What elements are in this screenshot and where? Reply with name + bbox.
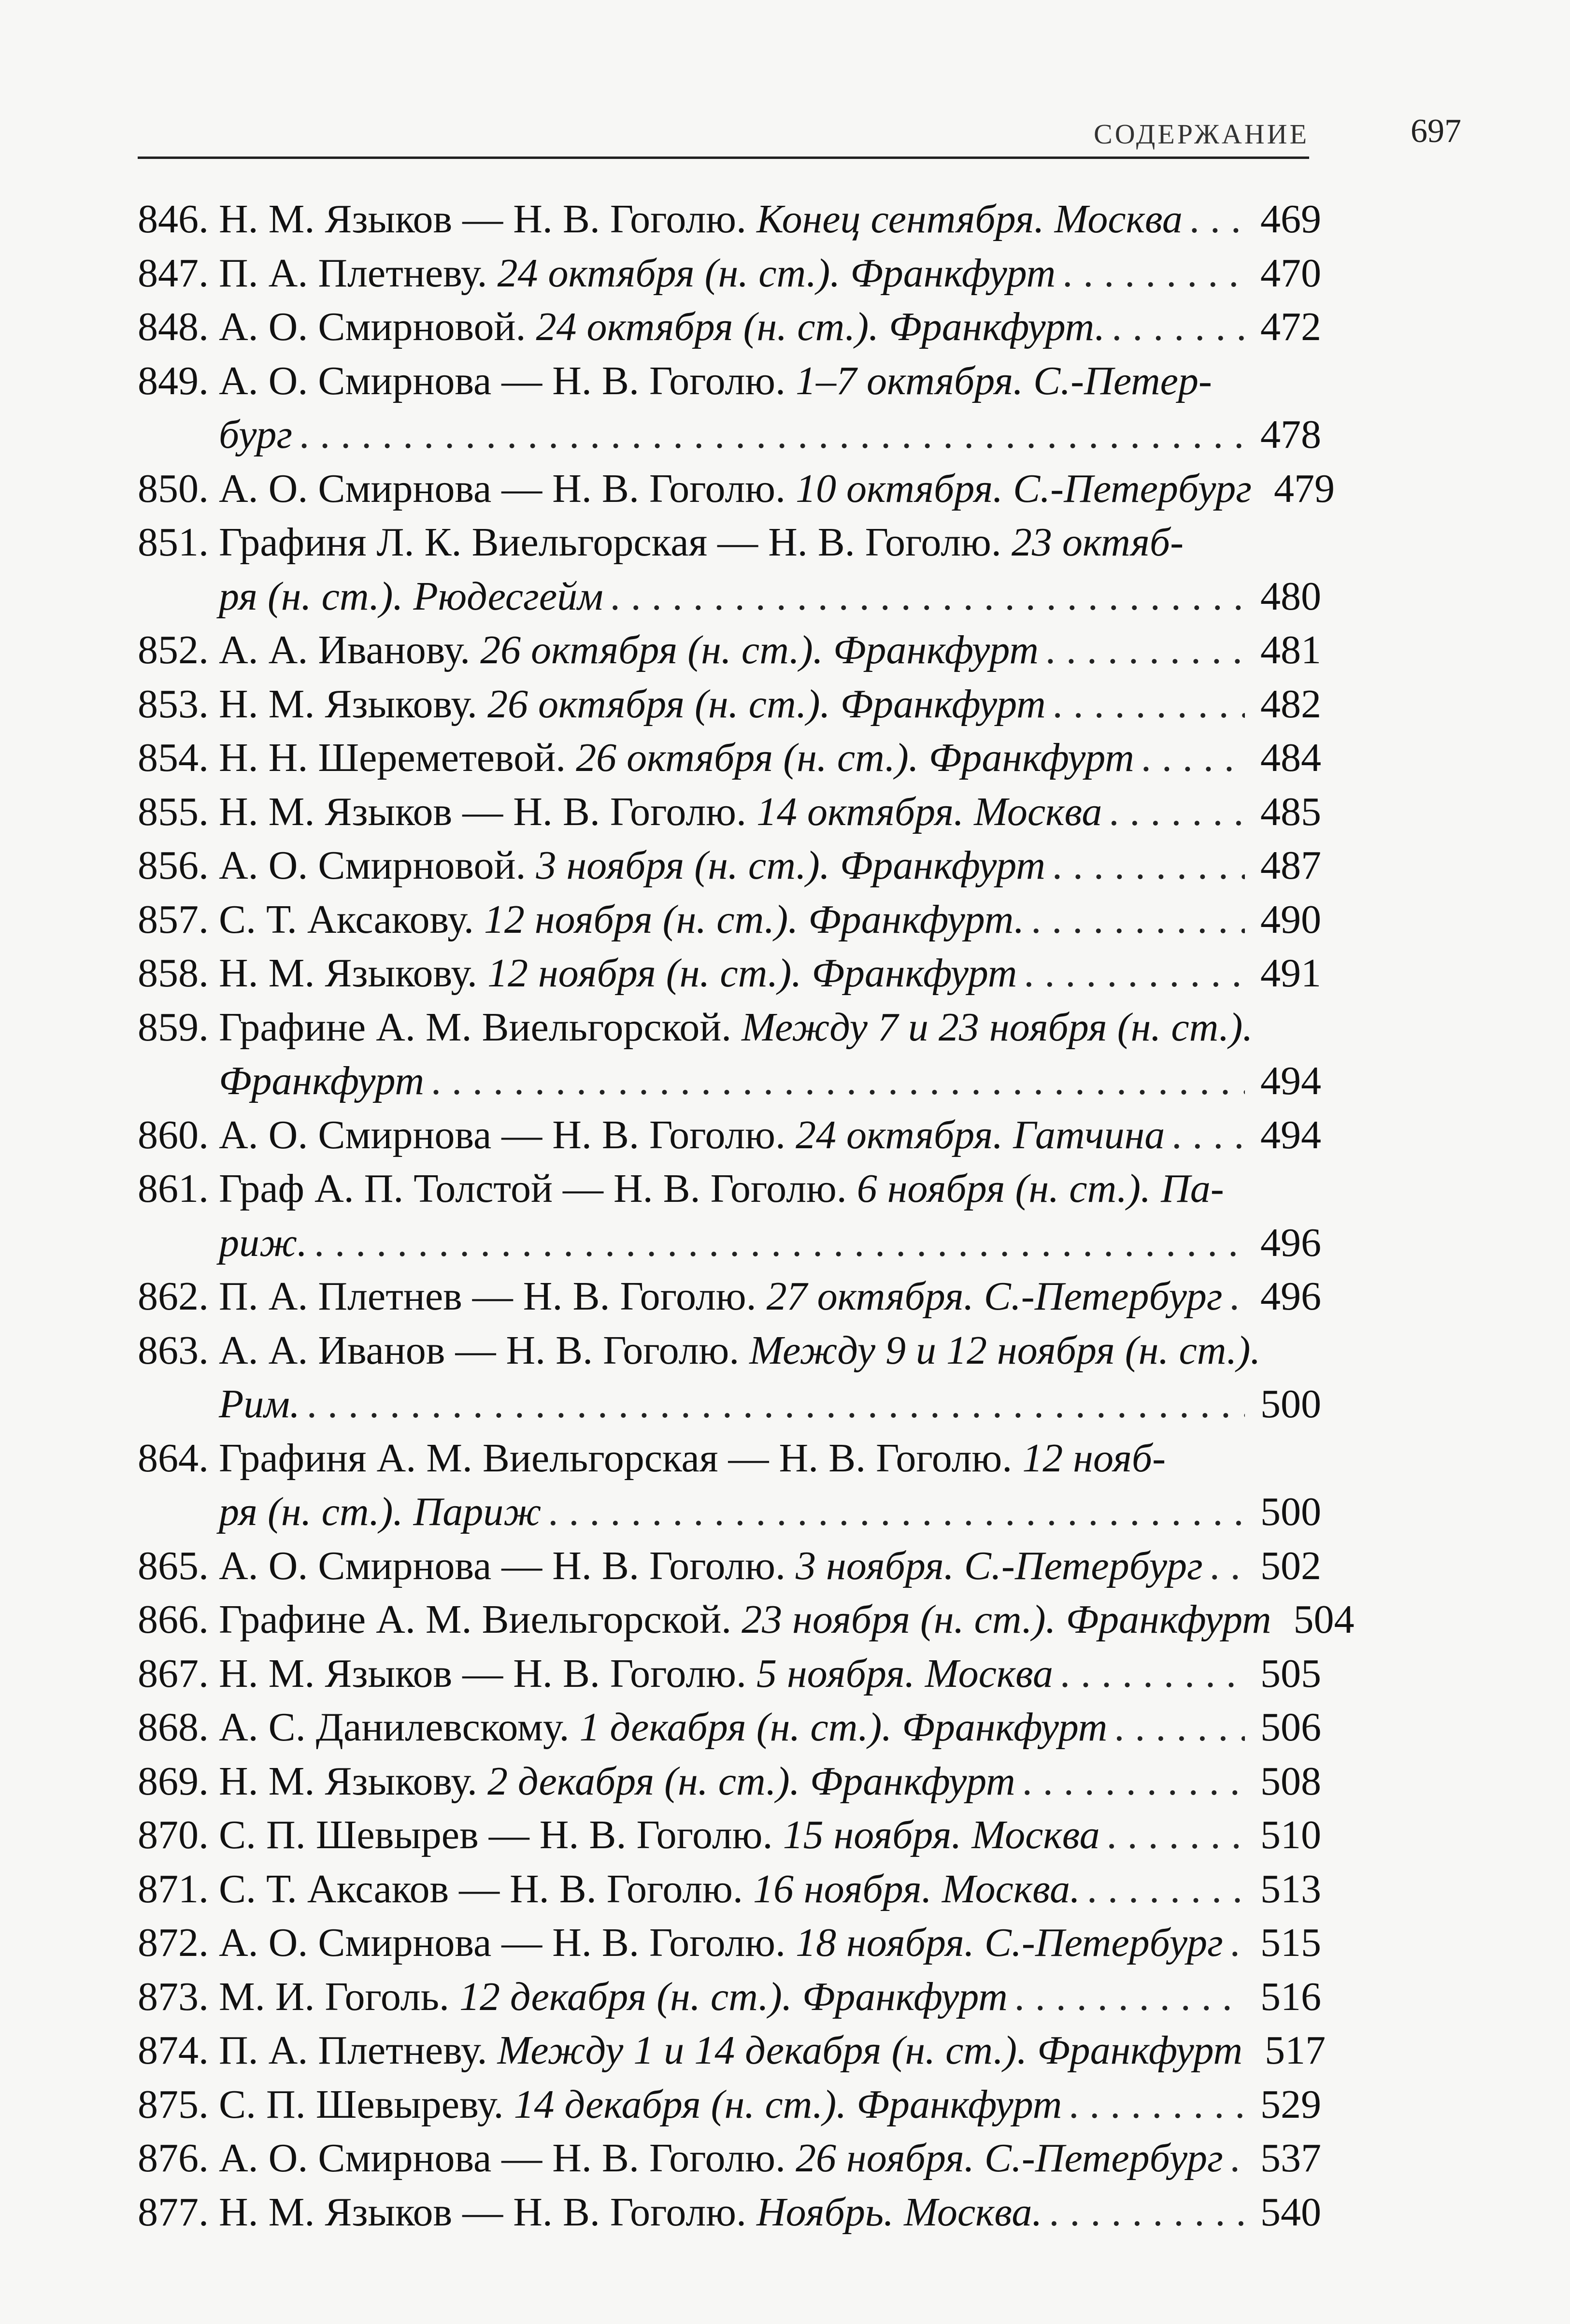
entry-date-place: бург (219, 412, 293, 457)
entry-text (138, 1377, 300, 1431)
entry-correspondents: П. А. Плетневу. (219, 2028, 498, 2073)
entry-date-place: 26 октября (н. ст.). Франкфурт (576, 735, 1134, 780)
entry-text (219, 246, 1056, 300)
toc-entry-line (138, 623, 1321, 677)
toc-entry (138, 2131, 1321, 2185)
dot-leader (1230, 1916, 1245, 1970)
entry-date-place: 12 нояб- (1022, 1435, 1166, 1481)
dot-leader (1114, 1700, 1245, 1754)
dot-leader (610, 570, 1245, 624)
toc-entry (138, 1431, 1321, 1539)
entry-page-number: 490 (1260, 897, 1321, 942)
entry-text (138, 1216, 307, 1270)
toc-entry-line (138, 300, 1321, 354)
toc-entry-continuation (138, 1377, 1321, 1431)
entry-correspondents: А. О. Смирнова — Н. В. Гоголю. (219, 466, 796, 511)
entry-correspondents: Н. М. Языков — Н. В. Гоголю. (219, 789, 756, 834)
entry-number: 867. (138, 1651, 209, 1696)
entry-correspondents: Н. М. Языков — Н. В. Гоголю. (219, 197, 756, 242)
entry-page-number: 513 (1260, 1866, 1321, 1911)
entry-page-number: 494 (1260, 1112, 1321, 1157)
entry-number: 859. (138, 1004, 209, 1050)
toc-entry (138, 946, 1321, 1000)
toc-entry-line (138, 839, 1321, 893)
entry-number: 849. (138, 358, 209, 403)
entry-number: 853. (138, 681, 209, 727)
toc-entry-line (138, 1862, 1321, 1916)
toc-entry-line (138, 1700, 1321, 1754)
entry-text (138, 570, 603, 624)
toc-entry-line (138, 2131, 1321, 2185)
entry-page-number: 537 (1260, 2136, 1321, 2181)
entry-page-number: 510 (1260, 1812, 1321, 1857)
toc-entry (138, 1916, 1321, 1970)
entry-page-number: 508 (1260, 1758, 1321, 1804)
toc-entry (138, 731, 1321, 785)
entry-page-number: 494 (1260, 1058, 1321, 1103)
toc-entry (138, 2024, 1326, 2078)
entry-text (219, 731, 1134, 785)
toc-entry (138, 623, 1321, 677)
dot-leader (307, 1377, 1245, 1431)
toc-entry-line (138, 1970, 1321, 2024)
dot-leader (548, 1485, 1245, 1539)
entry-text (219, 1431, 1166, 1485)
toc-entry (138, 1108, 1321, 1162)
entry-text (219, 1916, 1223, 1970)
entry-page-number: 496 (1260, 1274, 1321, 1319)
toc-entry-line (138, 785, 1321, 839)
toc-entry-continuation (138, 570, 1321, 624)
toc-entry (138, 1970, 1321, 2024)
dot-leader (1053, 677, 1245, 731)
entry-number: 872. (138, 1920, 209, 1965)
dot-leader (1069, 2078, 1245, 2132)
toc-entry-continuation (138, 1054, 1321, 1108)
entry-date-place: 10 октября. С.-Петербург (796, 466, 1252, 511)
entry-text (219, 893, 1024, 947)
entry-number: 873. (138, 1974, 209, 2019)
toc-entry-line (138, 677, 1321, 731)
toc-entry-line (138, 1324, 1321, 1378)
dot-leader (1189, 192, 1245, 246)
entry-date-place: 24 октября. Гатчина (796, 1112, 1165, 1157)
entry-correspondents: П. А. Плетнев — Н. В. Гоголю. (219, 1274, 767, 1319)
toc-entry (138, 1700, 1321, 1754)
entry-text (219, 1808, 1100, 1862)
entry-date-place: Конец сентября. Москва (756, 197, 1183, 242)
entry-text (219, 192, 1183, 246)
entry-correspondents: Н. М. Языкову. (219, 681, 487, 727)
toc-entry (138, 677, 1321, 731)
toc-entry (138, 2185, 1321, 2239)
toc-entry (138, 1862, 1321, 1916)
dot-leader (1107, 1808, 1245, 1862)
entry-text (219, 1862, 1080, 1916)
entry-correspondents: Графиня Л. К. Виельгорская — Н. В. Гоголю. (219, 520, 1012, 565)
entry-date-place: 27 октября. С.-Петербург (766, 1274, 1223, 1319)
dot-leader (1210, 1539, 1245, 1593)
toc-entry-line (138, 1431, 1321, 1485)
entry-page-number: 485 (1260, 789, 1321, 834)
entry-number: 870. (138, 1812, 209, 1857)
dot-leader (1230, 2131, 1245, 2185)
toc-entry-line (138, 462, 1335, 516)
entry-number: 869. (138, 1758, 209, 1804)
dot-leader (1141, 731, 1245, 785)
dot-leader (431, 1054, 1245, 1108)
entry-date-place: 2 декабря (н. ст.). Франкфурт (487, 1758, 1015, 1804)
entry-number: 877. (138, 2189, 209, 2235)
entry-number: 856. (138, 843, 209, 888)
dot-leader (314, 1216, 1245, 1270)
toc-entry (138, 1754, 1321, 1809)
entry-text (219, 462, 1252, 516)
toc-entry (138, 354, 1321, 462)
dot-leader (1171, 1108, 1245, 1162)
entry-text (219, 354, 1212, 408)
entry-date-place: 18 ноября. С.-Петербург (796, 1920, 1223, 1965)
entry-correspondents: А. О. Смирнова — Н. В. Гоголю. (219, 358, 796, 403)
entry-number: 860. (138, 1112, 209, 1157)
entry-correspondents: Графине А. М. Виельгорской. (219, 1597, 742, 1642)
toc-entry-line (138, 1539, 1321, 1593)
toc-entry-line (138, 946, 1321, 1000)
entry-number: 848. (138, 304, 209, 349)
toc-entry-line (138, 2185, 1321, 2239)
entry-correspondents: Графине А. М. Виельгорской. (219, 1004, 742, 1050)
entry-date-place: Между 7 и 23 ноября (н. ст.). (742, 1004, 1253, 1050)
entry-page-number: 516 (1260, 1974, 1321, 2019)
entry-date-place: Между 9 и 12 ноября (н. ст.). (749, 1327, 1261, 1373)
dot-leader (299, 408, 1245, 462)
entry-correspondents: А. С. Данилевскому. (219, 1705, 580, 1750)
dot-leader (1087, 1862, 1245, 1916)
toc-entry (138, 192, 1321, 246)
entry-date-place: Между 1 и 14 декабря (н. ст.). Франкфурт (497, 2028, 1243, 2073)
entry-page-number: 481 (1260, 627, 1321, 672)
running-title: СОДЕРЖАНИЕ (1094, 118, 1309, 150)
entry-page-number: 502 (1260, 1543, 1321, 1588)
entry-date-place: 23 ноября (н. ст.). Франкфурт (742, 1597, 1271, 1642)
dot-leader (1031, 893, 1245, 947)
dot-leader (1045, 623, 1245, 677)
entry-number: 866. (138, 1597, 209, 1642)
toc-entry-continuation (138, 408, 1321, 462)
entry-page-number: 517 (1265, 2028, 1326, 2073)
toc-entry-line (138, 1754, 1321, 1809)
entry-correspondents: А. О. Смирнова — Н. В. Гоголю. (219, 2136, 796, 2181)
entry-correspondents: С. П. Шевыреву. (219, 2082, 514, 2127)
toc-entry-line (138, 1916, 1321, 1970)
entry-correspondents: А. О. Смирнова — Н. В. Гоголю. (219, 1920, 796, 1965)
entry-date-place: 1 декабря (н. ст.). Франкфурт (579, 1705, 1108, 1750)
entry-date-place: 3 ноября (н. ст.). Франкфурт (536, 843, 1045, 888)
entry-text (219, 839, 1045, 893)
entry-number: 846. (138, 197, 209, 242)
entry-number: 851. (138, 520, 209, 565)
entry-page-number: 506 (1260, 1705, 1321, 1750)
toc-entry-line (138, 1108, 1321, 1162)
entry-text (138, 1485, 541, 1539)
entry-date-place: 16 ноября. Москва. (753, 1866, 1080, 1911)
dot-leader (1112, 300, 1245, 354)
entry-number: 855. (138, 789, 209, 834)
entry-date-place: 26 октября (н. ст.). Франкфурт (487, 681, 1046, 727)
entry-number: 850. (138, 466, 209, 511)
entry-number: 863. (138, 1327, 209, 1373)
entry-text (219, 2131, 1223, 2185)
toc-entry-line (138, 354, 1321, 408)
entry-text (219, 946, 1017, 1000)
entry-date-place: 12 ноября (н. ст.). Франкфурт (487, 951, 1017, 996)
toc-entry (138, 1647, 1321, 1701)
entry-date-place: 6 ноября (н. ст.). Па- (856, 1166, 1224, 1211)
entry-correspondents: А. О. Смирнова — Н. В. Гоголю. (219, 1112, 796, 1157)
entry-text (219, 677, 1046, 731)
entry-text (219, 1754, 1015, 1809)
entry-page-number: 505 (1260, 1651, 1321, 1696)
entry-number: 861. (138, 1166, 209, 1211)
toc-entry-line (138, 515, 1321, 570)
toc-entry (138, 1162, 1321, 1269)
dot-leader (1109, 785, 1245, 839)
toc-entry-line (138, 1647, 1321, 1701)
entry-page-number: 482 (1260, 681, 1321, 727)
toc-entry-line (138, 246, 1321, 300)
entry-correspondents: А. О. Смирнова — Н. В. Гоголю. (219, 1543, 796, 1588)
dot-leader (1049, 2185, 1245, 2239)
entry-date-place: 24 октября (н. ст.). Франкфурт. (536, 304, 1105, 349)
toc-entry (138, 1539, 1321, 1593)
entry-page-number: 480 (1260, 573, 1321, 619)
entry-page-number: 469 (1260, 197, 1321, 242)
entry-date-place: 3 ноября. С.-Петербург (796, 1543, 1203, 1588)
entry-correspondents: Н. М. Языкову. (219, 951, 487, 996)
entry-page-number: 515 (1260, 1920, 1321, 1965)
entry-correspondents: С. Т. Аксаков — Н. В. Гоголю. (219, 1866, 753, 1911)
toc-entry (138, 893, 1321, 947)
entry-number: 876. (138, 2136, 209, 2181)
entry-correspondents: Граф А. П. Толстой — Н. В. Гоголю. (219, 1166, 857, 1211)
entry-date-place: Франкфурт (219, 1058, 425, 1103)
entry-page-number: 491 (1260, 951, 1321, 996)
toc-entry-line (138, 1269, 1321, 1324)
entry-correspondents: Графиня А. М. Виельгорская — Н. В. Гоголю. (219, 1435, 1023, 1481)
dot-leader (1024, 946, 1245, 1000)
entry-page-number: 540 (1260, 2189, 1321, 2235)
dot-leader (1060, 1647, 1245, 1701)
entry-date-place: 14 октября. Москва (756, 789, 1102, 834)
entry-number: 868. (138, 1705, 209, 1750)
toc-entry-line (138, 1808, 1321, 1862)
toc-entry (138, 1324, 1321, 1431)
entry-page-number: 470 (1260, 250, 1321, 296)
dot-leader (1062, 246, 1245, 300)
entry-text (219, 515, 1184, 570)
toc-entry (138, 1269, 1321, 1324)
entry-text (219, 1162, 1224, 1216)
entry-correspondents: П. А. Плетневу. (219, 250, 498, 296)
dot-leader (1014, 1970, 1245, 2024)
toc-entry (138, 2078, 1321, 2132)
table-of-contents (138, 192, 1355, 2239)
toc-entry-continuation (138, 1216, 1321, 1270)
entry-date-place: ря (н. ст.). Рюдесгейм (219, 573, 603, 619)
entry-number: 871. (138, 1866, 209, 1911)
entry-text (138, 1054, 424, 1108)
entry-correspondents: А. О. Смирновой. (219, 843, 536, 888)
toc-entry-line (138, 2078, 1321, 2132)
entry-correspondents: Н. М. Языкову. (219, 1758, 487, 1804)
dot-leader (1052, 839, 1245, 893)
entry-correspondents: М. И. Гоголь. (219, 1974, 460, 2019)
entry-text (219, 1647, 1053, 1701)
entry-date-place: 26 ноября. С.-Петербург (796, 2136, 1223, 2181)
entry-correspondents: Н. М. Языков — Н. В. Гоголю. (219, 2189, 756, 2235)
entry-page-number: 478 (1260, 412, 1321, 457)
toc-entry-line (138, 2024, 1326, 2078)
page-number: 697 (1411, 113, 1461, 150)
entry-page-number: 529 (1260, 2082, 1321, 2127)
entry-page-number: 487 (1260, 843, 1321, 888)
entry-number: 864. (138, 1435, 209, 1481)
entry-date-place: 12 декабря (н. ст.). Франкфурт (459, 1974, 1008, 2019)
entry-text (219, 1700, 1107, 1754)
entry-text (219, 1539, 1203, 1593)
entry-date-place: 5 ноября. Москва (756, 1651, 1054, 1696)
entry-date-place: риж. (219, 1220, 308, 1265)
toc-entry (138, 246, 1321, 300)
entry-correspondents: С. П. Шевырев — Н. В. Гоголю. (219, 1812, 783, 1857)
entry-text (219, 1593, 1271, 1647)
entry-number: 858. (138, 951, 209, 996)
toc-entry (138, 462, 1335, 516)
entry-number: 854. (138, 735, 209, 780)
dot-leader (1229, 1269, 1245, 1324)
entry-text (219, 623, 1039, 677)
entry-correspondents: А. А. Иванов — Н. В. Гоголю. (219, 1327, 750, 1373)
entry-date-place: 23 октяб- (1011, 520, 1184, 565)
running-head (138, 112, 1309, 159)
entry-date-place: 12 ноября (н. ст.). Франкфурт. (484, 897, 1025, 942)
entry-date-place: ря (н. ст.). Париж (219, 1489, 542, 1534)
toc-entry (138, 1000, 1321, 1108)
entry-number: 874. (138, 2028, 209, 2073)
toc-entry (138, 515, 1321, 623)
entry-page-number: 504 (1293, 1597, 1355, 1642)
entry-page-number: 479 (1274, 466, 1335, 511)
entry-text (219, 2185, 1042, 2239)
entry-text (219, 1970, 1008, 2024)
entry-correspondents: А. А. Иванову. (219, 627, 481, 672)
entry-text (219, 2024, 1242, 2078)
toc-entry-line (138, 1162, 1321, 1216)
toc-entry-line (138, 1593, 1355, 1647)
entry-number: 852. (138, 627, 209, 672)
entry-page-number: 500 (1260, 1382, 1321, 1426)
entry-date-place: Рим. (219, 1382, 300, 1426)
entry-text (219, 1000, 1253, 1055)
entry-date-place: 14 декабря (н. ст.). Франкфурт (514, 2082, 1062, 2127)
entry-date-place: 26 октября (н. ст.). Франкфурт (480, 627, 1039, 672)
toc-entry-line (138, 1000, 1321, 1055)
entry-number: 875. (138, 2082, 209, 2127)
entry-date-place: 15 ноября. Москва (783, 1812, 1100, 1857)
toc-entry (138, 785, 1321, 839)
toc-entry (138, 1808, 1321, 1862)
entry-page-number: 472 (1260, 304, 1321, 349)
entry-correspondents: С. Т. Аксакову. (219, 897, 484, 942)
toc-entry-line (138, 893, 1321, 947)
toc-entry (138, 839, 1321, 893)
toc-entry (138, 300, 1321, 354)
entry-number: 847. (138, 250, 209, 296)
entry-date-place: Ноябрь. Москва. (756, 2189, 1042, 2235)
entry-text (138, 408, 292, 462)
entry-date-place: 24 октября (н. ст.). Франкфурт (497, 250, 1056, 296)
entry-text (219, 2078, 1062, 2132)
entry-date-place: 1–7 октября. С.-Петер- (796, 358, 1212, 403)
entry-correspondents: Н. Н. Шереметевой. (219, 735, 576, 780)
dot-leader (1022, 1754, 1245, 1809)
toc-entry-line (138, 731, 1321, 785)
entry-page-number: 484 (1260, 735, 1321, 780)
entry-text (219, 1108, 1165, 1162)
toc-entry-continuation (138, 1485, 1321, 1539)
toc-entry-line (138, 192, 1321, 246)
entry-correspondents: Н. М. Языков — Н. В. Гоголю. (219, 1651, 756, 1696)
entry-correspondents: А. О. Смирновой. (219, 304, 536, 349)
entry-page-number: 496 (1260, 1220, 1321, 1265)
entry-number: 865. (138, 1543, 209, 1588)
entry-number: 857. (138, 897, 209, 942)
entry-text (219, 300, 1105, 354)
toc-entry (138, 1593, 1355, 1647)
entry-text (219, 785, 1102, 839)
entry-number: 862. (138, 1274, 209, 1319)
entry-page-number: 500 (1260, 1489, 1321, 1534)
entry-text (219, 1324, 1260, 1378)
entry-text (219, 1269, 1223, 1324)
